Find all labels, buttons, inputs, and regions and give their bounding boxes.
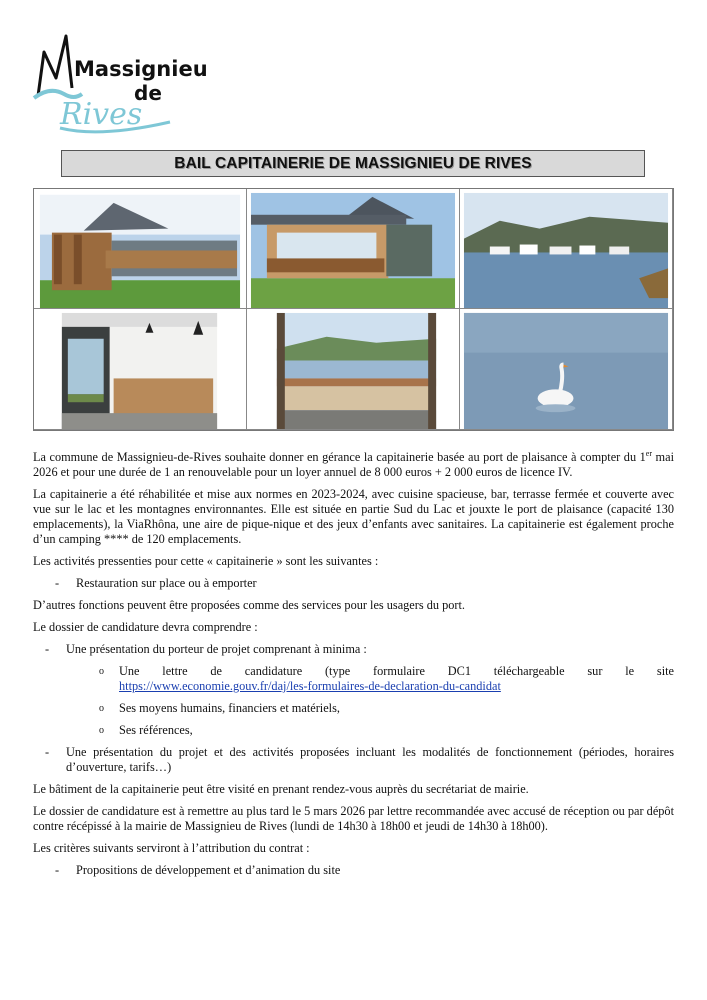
paragraph-other-functions: D’autres fonctions peuvent être proposées comme des services pour les usagers du port. [33,598,465,612]
sub-item-references [33,723,674,738]
list-item-criteria [33,863,674,878]
paragraph-intro [33,450,674,480]
massignieu-de-rives-logo [30,28,208,138]
intro-text-a: La commune de Massignieu-de-Rives souhaite donner en gérance la capitainerie basée au port de plaisance à compter du 1 [33,450,646,464]
logo-text-rives: Rives [60,97,143,132]
sub-item-lettre-text: Une lettre de candidature (type formulaire DC1 téléchargeable sur le site [119,664,674,678]
circle-bullet: o [99,725,104,736]
sub-item-moyens [33,701,674,716]
paragraph-criteria-intro: Les critères suivants serviront à l’attribution du contrat : [33,841,310,855]
paragraph-description: La capitainerie a été réhabilitée et mise aux normes en 2023-2024, avec cuisine spacieuse, bar, terrasse fermée et couverte avec vue sur le lac et les montagnes environnantes. Elle est située en partie Sud du Lac et jouxte le port de plaisance (capacité 130 emplacements), la ViaRhôna, une aire de pique-nique et des jeux d’enfants avec sanitaires. La capitainerie est également proche d’un camping **** de 120 emplacements. [33,487,674,546]
criteria-developpement: Propositions de développement et d’animation du site [76,863,341,877]
intro-superscript: er [645,448,653,458]
dc1-form-link[interactable]: https://www.economie.gouv.fr/daj/les-formulaires-de-declaration-du-candidat [119,679,501,693]
paragraph-activities-intro: Les activités pressenties pour cette « capitainerie » sont les suivantes : [33,554,379,568]
sub-item-moyens-text: Ses moyens humains, financiers et matériels, [119,701,340,715]
title-box [61,150,645,177]
photo-capitainerie-side [34,189,247,309]
photo-swan-lake [460,309,673,430]
photo-grid [33,188,674,431]
document-body [33,450,674,885]
sub-item-lettre [33,664,674,694]
photo-terrace-lake-view [247,309,460,430]
sub-item-references-text: Ses références, [119,723,193,737]
list-item-presentation-porteur [33,642,674,657]
photo-marina-boats [460,189,673,309]
paragraph-visit: Le bâtiment de la capitainerie peut être visité en prenant rendez-vous auprès du secrétariat de mairie. [33,782,529,796]
paragraph-deadline: Le dossier de candidature est à remettre au plus tard le 5 mars 2026 par lettre recommandée avec accusé de réception ou par dépôt contre récépissé à la mairie de Massignieu de Rives (lundi de 14h30 à 18h00 et jeudi de 14h30 à 18h00). [33,804,674,833]
activity-restauration: Restauration sur place ou à emporter [76,576,257,590]
intro-text-b: mai 2026 et pour une durée de 1 an renouvelable pour un loyer annuel de 8 000 euros + 2 000 euros de licence IV. [33,450,674,479]
page-title: BAIL CAPITAINERIE DE MASSIGNIEU DE RIVES [174,154,532,172]
list-item-activity [33,576,674,591]
logo-text-massignieu: Massignieu [74,57,208,81]
circle-bullet: o [99,703,104,714]
paragraph-dossier-intro: Le dossier de candidature devra comprendre : [33,620,258,634]
item-presentation-projet: Une présentation du projet et des activités proposées incluant les modalités de fonctionnement (périodes, horaires d’ouverture, tarifs…) [66,745,674,774]
dash-bullet: - [55,576,60,590]
item-presentation-porteur: Une présentation du porteur de projet comprenant à minima : [66,642,367,656]
dash-bullet: - [55,863,60,877]
dash-bullet: - [45,745,50,759]
list-item-presentation-projet [33,745,674,775]
photo-interior-bar [34,309,247,430]
logo-text-de: de [134,81,162,105]
circle-bullet: o [99,666,104,677]
dash-bullet: - [45,642,50,656]
photo-capitainerie-terrace [247,189,460,309]
